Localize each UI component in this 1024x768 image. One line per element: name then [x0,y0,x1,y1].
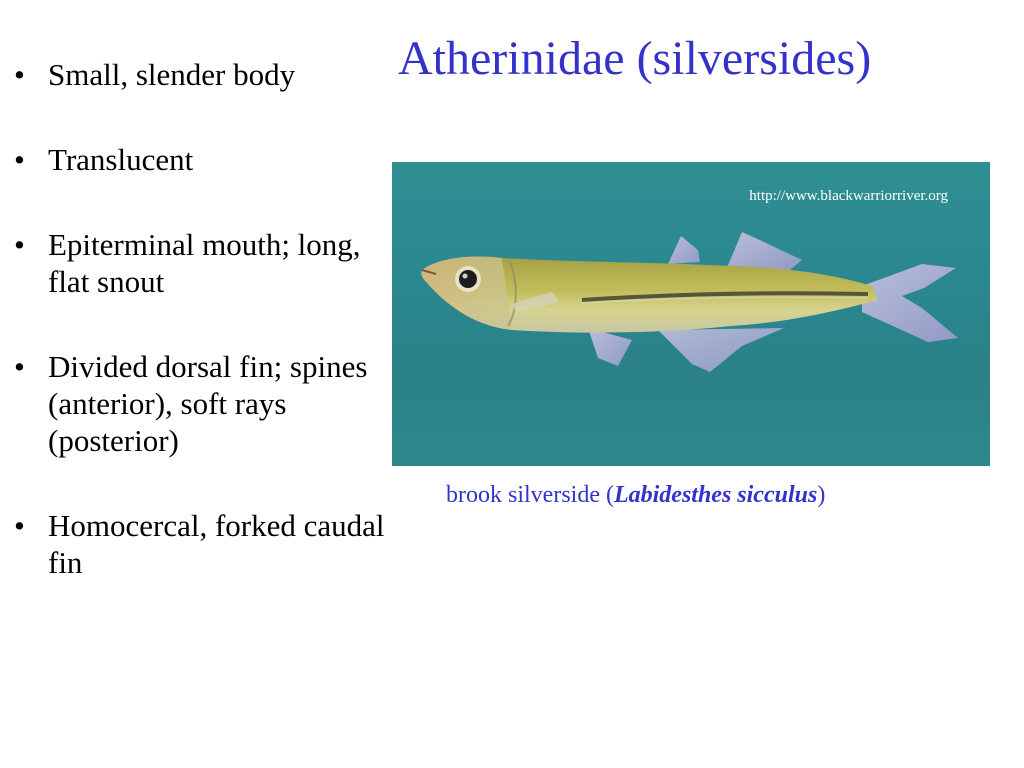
bullet-item [14,507,394,581]
scientific-name: Labidesthes sicculus [613,482,818,508]
image-caption [446,480,825,510]
bullet-item [14,226,394,300]
caption-prefix: brook silverside ( [446,482,614,508]
bullet-item [14,56,394,93]
bullet-marker: • [14,349,25,384]
caption-suffix: ) [817,482,826,508]
bullet-item [14,141,394,178]
bullet-marker: • [14,508,25,543]
image-credit: http://www.blackwarriorriver.org [749,188,948,204]
fish-illustration [392,162,990,466]
bullet-text: Divided dorsal fin; spines (anterior), soft rays (posterior) [48,349,368,458]
bullet-item [14,348,394,459]
bullet-marker: • [14,142,25,177]
bullet-text: Small, slender body [48,57,296,92]
bullet-text: Epiterminal mouth; long, flat snout [48,227,361,299]
bullet-marker: • [14,227,25,262]
bullet-list [14,56,394,629]
fish-photo [392,162,990,466]
bullet-text: Translucent [48,142,194,177]
slide-title: Atherinidae (silversides) [398,32,872,85]
bullet-marker: • [14,57,25,92]
bullet-text: Homocercal, forked caudal fin [48,508,385,580]
